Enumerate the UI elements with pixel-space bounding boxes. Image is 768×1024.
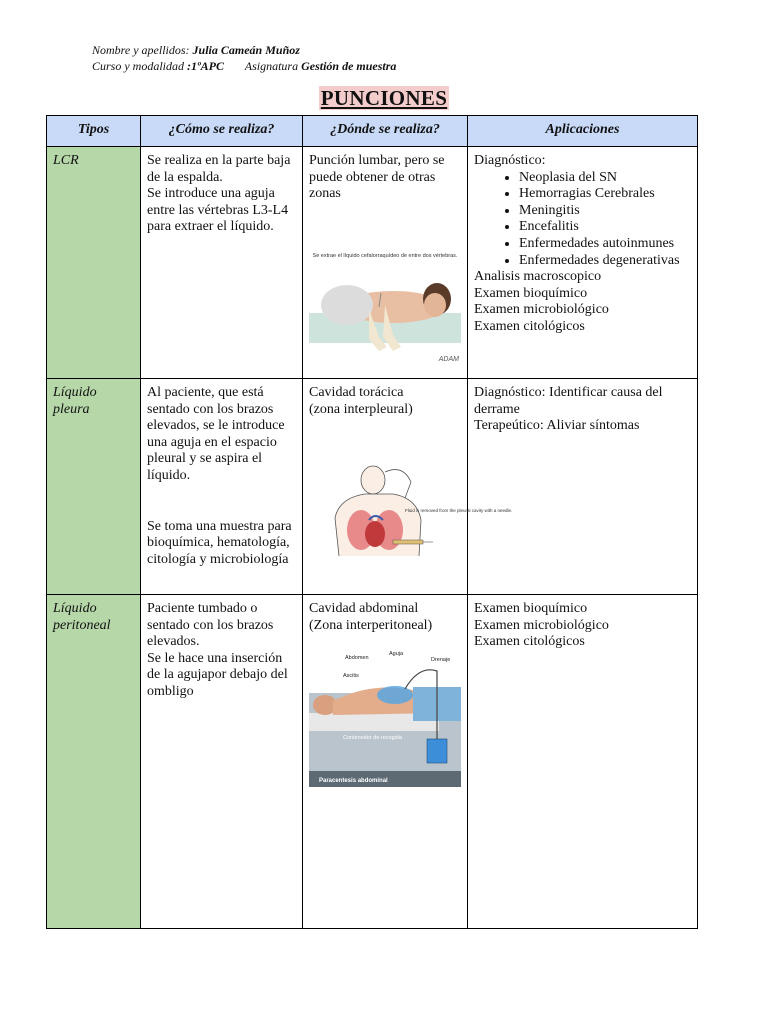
list-item: • Enfermedades degenerativas [519, 253, 691, 270]
aplicacion-item: Terapeútico: Aliviar síntomas [474, 418, 640, 434]
column-header-tipos: Tipos [47, 116, 141, 147]
donde-cell [303, 595, 468, 929]
subject-label: Asignatura [244, 59, 299, 73]
label-aguja: Aguja [389, 651, 404, 658]
aplicaciones-cell [468, 147, 698, 379]
course-line [92, 58, 396, 74]
aplicaciones-extra-1: Analisis macroscopico [474, 269, 602, 285]
aplicaciones-cell [468, 595, 698, 929]
donde-cell [303, 379, 513, 595]
subject-value: Gestión de muestra [301, 59, 397, 73]
aplicaciones-extra-3: Examen microbiológico [474, 302, 609, 318]
como-cell [141, 379, 303, 595]
label-contenedor: Contenedor de recogida [343, 735, 403, 742]
label-abdomen: Abdomen [345, 655, 369, 662]
table-header-row [47, 116, 698, 147]
aplicaciones-extra-2: Examen bioquímico [474, 285, 588, 301]
table-row-lcr [47, 147, 698, 379]
image-credit: ADAM [438, 355, 459, 363]
donde-text: Cavidad abdominal (Zona interperitoneal) [309, 601, 433, 633]
tipo-cell: Líquido peritoneal [47, 595, 141, 929]
diagnostico-list [474, 170, 691, 270]
aplicacion-item: Examen microbiológico [474, 617, 609, 633]
list-item: • Neoplasia del SN [519, 170, 691, 187]
aplicacion-item: Examen bioquímico [474, 601, 588, 616]
name-label: Nombre y apellidos: [92, 43, 190, 57]
paracentesis-image [309, 643, 461, 787]
lumbar-puncture-image [309, 247, 461, 365]
table-row-peritoneal [47, 595, 698, 929]
list-item: • Meningitis [519, 203, 691, 220]
como-text-b: Se toma una muestra para bioquímica, hematología, citología y microbiología [147, 518, 292, 567]
como-text: Se realiza en la parte baja de la espalda. Se introduce una aguja entre las vértebras L3-L4 para extraer el líquido. [147, 153, 291, 235]
name-value: Julia Cameán Muñoz [192, 43, 300, 57]
punciones-table [46, 115, 698, 929]
image-caption: Se extrae el líquido cefalorraquídeo de entre dos vértebras. [312, 252, 458, 259]
aplicacion-item: Diagnóstico: Identificar causa del derrame [474, 385, 663, 417]
course-label: Curso y modalidad [92, 59, 185, 73]
como-text-a: Al paciente, que está sentado con los brazos elevados, se le introduce una aguja en el espacio pleural y se aspira el líquido. [147, 385, 285, 483]
tipo-cell: Líquido pleura [47, 379, 141, 595]
como-cell [141, 595, 303, 929]
image-caption: Paracentesis abdominal [319, 778, 388, 785]
column-header-donde: ¿Dónde se realiza? [303, 116, 468, 147]
column-header-como: ¿Cómo se realiza? [141, 116, 303, 147]
donde-text: Cavidad torácica (zona interpleural) [309, 385, 413, 417]
aplicaciones-cell [468, 379, 698, 595]
como-cell [141, 147, 303, 379]
list-item: • Encefalitis [519, 219, 691, 236]
column-header-aplicaciones: Aplicaciones [468, 116, 698, 147]
list-item: • Enfermedades autoinmunes [519, 236, 691, 253]
name-line [92, 42, 396, 58]
page-title-wrap [0, 86, 768, 111]
aplicaciones-intro: Diagnóstico: [474, 153, 546, 168]
document-header [92, 42, 396, 74]
tipo-cell: LCR [47, 147, 141, 379]
como-text: Paciente tumbado o sentado con los brazos elevados. Se le hace una inserción de la agujapor debajo del ombligo [147, 601, 288, 699]
page-title: PUNCIONES [320, 86, 448, 110]
aplicacion-item: Examen citológicos [474, 634, 585, 650]
aplicaciones-extra-4: Examen citológicos [474, 318, 585, 334]
label-ascitis: Ascitis [343, 673, 359, 680]
thoracentesis-image [309, 458, 513, 558]
list-item: • Hemorragias Cerebrales [519, 186, 691, 203]
course-value: :1ºAPC [187, 59, 224, 73]
donde-cell [303, 147, 468, 379]
table-row-pleura [47, 379, 698, 595]
image-caption: Fluid is removed from the pleural cavity with a needle. [405, 508, 513, 514]
label-drenaje: Drenaje [431, 657, 451, 664]
donde-text: Punción lumbar, pero se puede obtener de otras zonas [309, 153, 445, 202]
